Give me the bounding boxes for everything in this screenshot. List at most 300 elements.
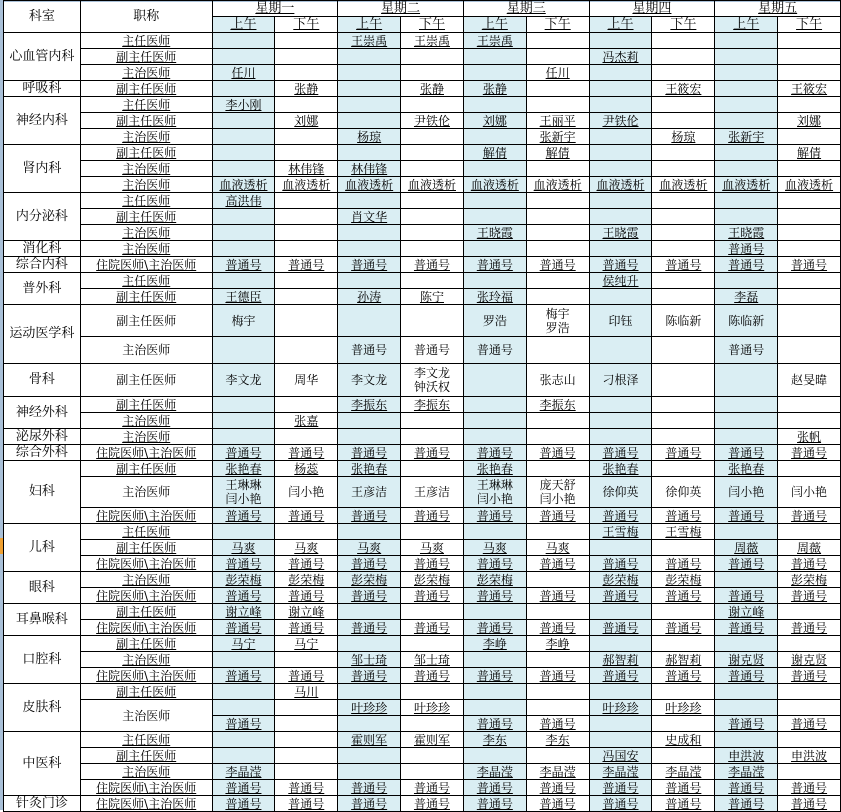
schedule-cell[interactable]: 普通号 [778, 257, 841, 273]
schedule-cell[interactable] [338, 684, 401, 700]
schedule-cell[interactable]: 普通号 [463, 556, 526, 572]
schedule-cell[interactable] [526, 429, 589, 445]
schedule-cell[interactable] [463, 161, 526, 177]
schedule-cell[interactable]: 侯纯升 [589, 273, 652, 289]
schedule-cell[interactable]: 普通号 [463, 588, 526, 604]
schedule-cell[interactable] [338, 65, 401, 81]
schedule-cell[interactable] [778, 413, 841, 429]
schedule-cell[interactable] [401, 748, 464, 764]
schedule-cell[interactable] [401, 193, 464, 209]
schedule-cell[interactable]: 普通号 [589, 257, 652, 273]
schedule-cell[interactable]: 申洪波 [715, 748, 778, 764]
schedule-cell[interactable] [526, 684, 589, 700]
schedule-cell[interactable] [463, 49, 526, 65]
schedule-cell[interactable] [715, 33, 778, 49]
schedule-cell[interactable] [652, 604, 715, 620]
schedule-cell[interactable]: 普通号 [715, 508, 778, 524]
schedule-cell[interactable]: 史成和 [652, 732, 715, 748]
schedule-cell[interactable] [778, 337, 841, 364]
schedule-cell[interactable] [715, 145, 778, 161]
schedule-cell[interactable]: 普通号 [526, 796, 589, 812]
schedule-cell[interactable]: 普通号 [715, 337, 778, 364]
schedule-cell[interactable]: 赵旻暐 [778, 364, 841, 397]
schedule-cell[interactable]: 王崇禹 [338, 33, 401, 49]
schedule-cell[interactable] [526, 604, 589, 620]
schedule-cell[interactable]: 李振东 [526, 397, 589, 413]
schedule-cell[interactable] [778, 49, 841, 65]
schedule-cell[interactable]: 普通号 [275, 780, 338, 796]
schedule-cell[interactable] [589, 604, 652, 620]
schedule-cell[interactable]: 冯杰莉 [589, 49, 652, 65]
schedule-cell[interactable]: 郝智莉 [652, 652, 715, 668]
schedule-cell[interactable] [212, 241, 275, 257]
schedule-cell[interactable]: 普通号 [715, 445, 778, 461]
schedule-cell[interactable] [652, 97, 715, 113]
schedule-cell[interactable] [652, 113, 715, 129]
schedule-cell[interactable] [715, 97, 778, 113]
schedule-cell[interactable]: 普通号 [463, 337, 526, 364]
schedule-cell[interactable] [589, 145, 652, 161]
schedule-cell[interactable]: 王彦洁 [401, 477, 464, 508]
schedule-cell[interactable] [212, 129, 275, 145]
schedule-cell[interactable]: 张艳春 [715, 461, 778, 477]
schedule-cell[interactable]: 周薇 [715, 540, 778, 556]
schedule-cell[interactable]: 申洪波 [778, 748, 841, 764]
schedule-cell[interactable] [778, 684, 841, 700]
schedule-cell[interactable]: 血液透析 [589, 177, 652, 193]
schedule-cell[interactable]: 闫小艳 [778, 477, 841, 508]
schedule-cell[interactable] [338, 81, 401, 97]
schedule-cell[interactable]: 普通号 [212, 508, 275, 524]
schedule-cell[interactable] [589, 97, 652, 113]
schedule-cell[interactable]: 尹铁伦 [401, 113, 464, 129]
schedule-cell[interactable]: 彭荣梅 [401, 572, 464, 588]
schedule-cell[interactable] [715, 524, 778, 540]
schedule-cell[interactable] [401, 764, 464, 780]
schedule-cell[interactable]: 普通号 [275, 668, 338, 684]
schedule-cell[interactable] [715, 413, 778, 429]
schedule-cell[interactable]: 普通号 [715, 556, 778, 572]
schedule-cell[interactable] [778, 397, 841, 413]
schedule-cell[interactable] [589, 397, 652, 413]
schedule-cell[interactable]: 刘娜 [778, 113, 841, 129]
schedule-cell[interactable]: 普通号 [715, 588, 778, 604]
schedule-cell[interactable] [338, 764, 401, 780]
schedule-cell[interactable]: 王崇禹 [401, 33, 464, 49]
schedule-cell[interactable] [526, 225, 589, 241]
schedule-cell[interactable]: 张艳春 [338, 461, 401, 477]
schedule-cell[interactable]: 普通号 [589, 780, 652, 796]
schedule-cell[interactable] [401, 461, 464, 477]
schedule-cell[interactable] [778, 225, 841, 241]
schedule-cell[interactable] [275, 241, 338, 257]
schedule-cell[interactable] [652, 540, 715, 556]
schedule-cell[interactable] [275, 65, 338, 81]
schedule-cell[interactable]: 李振东 [401, 397, 464, 413]
schedule-cell[interactable] [275, 209, 338, 225]
schedule-cell[interactable] [652, 397, 715, 413]
schedule-cell[interactable] [715, 65, 778, 81]
schedule-cell[interactable] [652, 636, 715, 652]
schedule-cell[interactable] [526, 161, 589, 177]
schedule-cell[interactable]: 张嘉 [275, 413, 338, 429]
schedule-cell[interactable]: 罗浩 [463, 305, 526, 337]
schedule-cell[interactable] [589, 209, 652, 225]
schedule-cell[interactable] [715, 397, 778, 413]
schedule-cell[interactable]: 血液透析 [463, 177, 526, 193]
schedule-cell[interactable] [401, 49, 464, 65]
schedule-cell[interactable]: 邹士琦 [401, 652, 464, 668]
schedule-cell[interactable] [275, 429, 338, 445]
schedule-cell[interactable] [715, 193, 778, 209]
schedule-cell[interactable]: 普通号 [212, 445, 275, 461]
schedule-cell[interactable] [275, 652, 338, 668]
schedule-cell[interactable]: 普通号 [589, 508, 652, 524]
schedule-cell[interactable]: 普通号 [526, 716, 589, 732]
schedule-cell[interactable]: 杨琼 [338, 129, 401, 145]
schedule-cell[interactable] [526, 748, 589, 764]
schedule-cell[interactable]: 普通号 [778, 445, 841, 461]
schedule-cell[interactable] [275, 305, 338, 337]
schedule-cell[interactable]: 谢立峰 [715, 604, 778, 620]
schedule-cell[interactable] [275, 748, 338, 764]
schedule-cell[interactable]: 王琳琳 闫小艳 [463, 477, 526, 508]
schedule-cell[interactable]: 普通号 [401, 337, 464, 364]
schedule-cell[interactable]: 普通号 [401, 257, 464, 273]
schedule-cell[interactable]: 血液透析 [212, 177, 275, 193]
schedule-cell[interactable]: 马爽 [463, 540, 526, 556]
schedule-cell[interactable] [401, 97, 464, 113]
schedule-cell[interactable] [652, 289, 715, 305]
schedule-cell[interactable]: 普通号 [401, 620, 464, 636]
schedule-cell[interactable]: 叶珍珍 [401, 700, 464, 716]
schedule-cell[interactable]: 普通号 [338, 508, 401, 524]
schedule-cell[interactable] [212, 748, 275, 764]
schedule-cell[interactable]: 普通号 [275, 588, 338, 604]
schedule-cell[interactable]: 彭荣梅 [589, 572, 652, 588]
schedule-cell[interactable]: 普通号 [715, 620, 778, 636]
schedule-cell[interactable]: 普通号 [778, 556, 841, 572]
schedule-cell[interactable] [652, 461, 715, 477]
schedule-cell[interactable]: 普通号 [401, 556, 464, 572]
schedule-cell[interactable]: 张艳春 [589, 461, 652, 477]
schedule-cell[interactable]: 陈临新 [652, 305, 715, 337]
schedule-cell[interactable]: 普通号 [463, 716, 526, 732]
schedule-cell[interactable] [275, 764, 338, 780]
schedule-cell[interactable] [778, 289, 841, 305]
schedule-cell[interactable] [652, 49, 715, 65]
schedule-cell[interactable]: 普通号 [652, 556, 715, 572]
schedule-cell[interactable]: 普通号 [338, 337, 401, 364]
schedule-cell[interactable] [652, 209, 715, 225]
schedule-cell[interactable]: 普通号 [275, 556, 338, 572]
schedule-cell[interactable] [652, 225, 715, 241]
schedule-cell[interactable]: 解倩 [526, 145, 589, 161]
schedule-cell[interactable] [275, 397, 338, 413]
schedule-cell[interactable] [652, 716, 715, 732]
schedule-cell[interactable]: 普通号 [778, 796, 841, 812]
schedule-cell[interactable] [401, 413, 464, 429]
schedule-cell[interactable] [212, 684, 275, 700]
schedule-cell[interactable] [212, 700, 275, 716]
schedule-cell[interactable]: 张帆 [778, 429, 841, 445]
schedule-cell[interactable]: 普通号 [589, 620, 652, 636]
schedule-cell[interactable]: 张静 [401, 81, 464, 97]
schedule-cell[interactable]: 解倩 [463, 145, 526, 161]
schedule-cell[interactable] [652, 161, 715, 177]
schedule-cell[interactable] [589, 429, 652, 445]
schedule-cell[interactable] [589, 161, 652, 177]
schedule-cell[interactable]: 李晶滢 [715, 764, 778, 780]
schedule-cell[interactable] [401, 161, 464, 177]
schedule-cell[interactable]: 普通号 [778, 508, 841, 524]
schedule-cell[interactable] [338, 49, 401, 65]
schedule-cell[interactable] [652, 65, 715, 81]
schedule-cell[interactable] [338, 273, 401, 289]
schedule-cell[interactable]: 李晶滢 [652, 764, 715, 780]
schedule-cell[interactable]: 李小刚 [212, 97, 275, 113]
schedule-cell[interactable]: 王彦洁 [338, 477, 401, 508]
schedule-cell[interactable] [652, 193, 715, 209]
schedule-cell[interactable] [526, 289, 589, 305]
schedule-cell[interactable]: 王琳琳 闫小艳 [212, 477, 275, 508]
schedule-cell[interactable] [401, 209, 464, 225]
schedule-cell[interactable]: 李晶滢 [463, 764, 526, 780]
schedule-cell[interactable] [212, 337, 275, 364]
schedule-cell[interactable]: 陈临新 [715, 305, 778, 337]
schedule-cell[interactable]: 彭荣梅 [778, 572, 841, 588]
schedule-cell[interactable]: 普通号 [589, 668, 652, 684]
schedule-cell[interactable] [463, 397, 526, 413]
schedule-cell[interactable]: 普通号 [652, 780, 715, 796]
schedule-cell[interactable]: 李东 [526, 732, 589, 748]
schedule-cell[interactable] [589, 129, 652, 145]
schedule-cell[interactable] [275, 732, 338, 748]
schedule-cell[interactable]: 普通号 [338, 780, 401, 796]
schedule-cell[interactable] [463, 273, 526, 289]
schedule-cell[interactable] [652, 241, 715, 257]
schedule-cell[interactable]: 普通号 [589, 445, 652, 461]
schedule-cell[interactable]: 杨蕊 [275, 461, 338, 477]
schedule-cell[interactable]: 谢克贤 [715, 652, 778, 668]
schedule-cell[interactable] [778, 97, 841, 113]
schedule-cell[interactable]: 霍则军 [401, 732, 464, 748]
schedule-cell[interactable]: 冯国安 [589, 748, 652, 764]
schedule-cell[interactable]: 普通号 [463, 796, 526, 812]
schedule-cell[interactable]: 谢立峰 [275, 604, 338, 620]
schedule-cell[interactable]: 王崇禹 [463, 33, 526, 49]
schedule-cell[interactable]: 普通号 [652, 620, 715, 636]
schedule-cell[interactable]: 徐仰英 [589, 477, 652, 508]
schedule-cell[interactable]: 李峥 [463, 636, 526, 652]
schedule-cell[interactable] [212, 161, 275, 177]
schedule-cell[interactable]: 普通号 [401, 445, 464, 461]
schedule-cell[interactable] [463, 129, 526, 145]
schedule-cell[interactable] [275, 145, 338, 161]
schedule-cell[interactable] [526, 413, 589, 429]
schedule-cell[interactable]: 普通号 [715, 796, 778, 812]
schedule-cell[interactable] [212, 413, 275, 429]
schedule-cell[interactable] [401, 145, 464, 161]
schedule-cell[interactable]: 任川 [212, 65, 275, 81]
schedule-cell[interactable] [212, 273, 275, 289]
schedule-cell[interactable] [526, 700, 589, 716]
schedule-cell[interactable]: 王德臣 [212, 289, 275, 305]
schedule-cell[interactable]: 普通号 [778, 588, 841, 604]
schedule-cell[interactable] [275, 337, 338, 364]
schedule-cell[interactable]: 孙涛 [338, 289, 401, 305]
schedule-cell[interactable] [401, 429, 464, 445]
schedule-cell[interactable]: 普通号 [212, 588, 275, 604]
schedule-cell[interactable] [589, 413, 652, 429]
schedule-cell[interactable]: 李晶滢 [589, 764, 652, 780]
schedule-cell[interactable]: 普通号 [463, 508, 526, 524]
schedule-cell[interactable]: 马宁 [275, 636, 338, 652]
schedule-cell[interactable] [275, 49, 338, 65]
schedule-cell[interactable]: 普通号 [463, 257, 526, 273]
schedule-cell[interactable]: 普通号 [715, 716, 778, 732]
schedule-cell[interactable]: 马爽 [526, 540, 589, 556]
schedule-cell[interactable]: 肖文华 [338, 209, 401, 225]
schedule-cell[interactable] [778, 732, 841, 748]
schedule-cell[interactable]: 普通号 [212, 556, 275, 572]
schedule-cell[interactable] [526, 209, 589, 225]
schedule-cell[interactable] [589, 81, 652, 97]
schedule-cell[interactable] [338, 636, 401, 652]
schedule-cell[interactable] [338, 193, 401, 209]
schedule-cell[interactable] [275, 716, 338, 732]
schedule-cell[interactable] [401, 225, 464, 241]
schedule-cell[interactable] [212, 33, 275, 49]
schedule-cell[interactable]: 普通号 [652, 445, 715, 461]
schedule-cell[interactable] [715, 429, 778, 445]
schedule-cell[interactable] [463, 209, 526, 225]
schedule-cell[interactable] [212, 429, 275, 445]
schedule-cell[interactable]: 普通号 [338, 796, 401, 812]
schedule-cell[interactable]: 普通号 [526, 508, 589, 524]
schedule-cell[interactable]: 普通号 [212, 796, 275, 812]
schedule-cell[interactable] [715, 700, 778, 716]
schedule-cell[interactable]: 普通号 [778, 620, 841, 636]
schedule-cell[interactable]: 普通号 [401, 588, 464, 604]
schedule-cell[interactable] [275, 33, 338, 49]
schedule-cell[interactable] [715, 273, 778, 289]
schedule-cell[interactable] [275, 97, 338, 113]
schedule-cell[interactable] [401, 129, 464, 145]
schedule-cell[interactable] [463, 241, 526, 257]
schedule-cell[interactable] [652, 684, 715, 700]
schedule-cell[interactable]: 李文龙 钟沃权 [401, 364, 464, 397]
schedule-cell[interactable] [778, 193, 841, 209]
schedule-cell[interactable] [778, 636, 841, 652]
schedule-cell[interactable]: 张艳春 [463, 461, 526, 477]
schedule-cell[interactable] [526, 81, 589, 97]
schedule-cell[interactable]: 彭荣梅 [212, 572, 275, 588]
schedule-cell[interactable]: 徐仰英 [652, 477, 715, 508]
schedule-cell[interactable]: 普通号 [401, 508, 464, 524]
schedule-cell[interactable] [338, 716, 401, 732]
schedule-cell[interactable] [212, 145, 275, 161]
schedule-cell[interactable]: 王晓霞 [589, 225, 652, 241]
schedule-cell[interactable] [652, 337, 715, 364]
schedule-cell[interactable] [778, 161, 841, 177]
schedule-cell[interactable] [212, 113, 275, 129]
schedule-cell[interactable]: 霍则军 [338, 732, 401, 748]
schedule-cell[interactable] [275, 524, 338, 540]
schedule-cell[interactable] [463, 413, 526, 429]
schedule-cell[interactable]: 普通号 [778, 780, 841, 796]
schedule-cell[interactable] [778, 273, 841, 289]
schedule-cell[interactable] [778, 461, 841, 477]
schedule-cell[interactable]: 王筱宏 [652, 81, 715, 97]
schedule-cell[interactable] [463, 429, 526, 445]
schedule-cell[interactable] [338, 241, 401, 257]
schedule-cell[interactable] [401, 636, 464, 652]
schedule-cell[interactable]: 马爽 [401, 540, 464, 556]
schedule-cell[interactable]: 李峥 [526, 636, 589, 652]
schedule-cell[interactable] [589, 337, 652, 364]
schedule-cell[interactable] [212, 49, 275, 65]
schedule-cell[interactable]: 周华 [275, 364, 338, 397]
schedule-cell[interactable]: 普通号 [652, 668, 715, 684]
schedule-cell[interactable] [401, 716, 464, 732]
schedule-cell[interactable] [212, 81, 275, 97]
schedule-cell[interactable] [715, 81, 778, 97]
schedule-cell[interactable]: 谢立峰 [212, 604, 275, 620]
schedule-cell[interactable]: 刁根泽 [589, 364, 652, 397]
schedule-cell[interactable] [401, 524, 464, 540]
schedule-cell[interactable] [275, 700, 338, 716]
schedule-cell[interactable] [778, 65, 841, 81]
schedule-cell[interactable]: 普通号 [715, 241, 778, 257]
schedule-cell[interactable]: 李文龙 [212, 364, 275, 397]
schedule-cell[interactable] [338, 413, 401, 429]
schedule-cell[interactable] [275, 289, 338, 305]
schedule-cell[interactable]: 郝智莉 [589, 652, 652, 668]
schedule-cell[interactable]: 血液透析 [652, 177, 715, 193]
schedule-cell[interactable]: 叶珍珍 [338, 700, 401, 716]
schedule-cell[interactable] [463, 684, 526, 700]
schedule-cell[interactable]: 叶珍珍 [652, 700, 715, 716]
schedule-cell[interactable]: 王晓霞 [715, 225, 778, 241]
schedule-cell[interactable]: 任川 [526, 65, 589, 81]
schedule-cell[interactable] [212, 225, 275, 241]
schedule-cell[interactable]: 普通号 [526, 780, 589, 796]
schedule-cell[interactable]: 彭荣梅 [652, 572, 715, 588]
schedule-cell[interactable] [715, 209, 778, 225]
schedule-cell[interactable]: 张静 [463, 81, 526, 97]
schedule-cell[interactable]: 普通号 [715, 780, 778, 796]
schedule-cell[interactable] [526, 33, 589, 49]
schedule-cell[interactable]: 李磊 [715, 289, 778, 305]
schedule-cell[interactable]: 血液透析 [338, 177, 401, 193]
schedule-cell[interactable] [212, 397, 275, 413]
schedule-cell[interactable]: 马爽 [338, 540, 401, 556]
schedule-cell[interactable] [275, 225, 338, 241]
schedule-cell[interactable] [401, 65, 464, 81]
schedule-cell[interactable] [715, 636, 778, 652]
schedule-cell[interactable]: 王丽平 [526, 113, 589, 129]
schedule-cell[interactable] [463, 604, 526, 620]
schedule-cell[interactable]: 普通号 [652, 508, 715, 524]
schedule-cell[interactable]: 张静 [275, 81, 338, 97]
schedule-cell[interactable] [401, 241, 464, 257]
schedule-cell[interactable] [778, 524, 841, 540]
schedule-cell[interactable]: 李文龙 [338, 364, 401, 397]
schedule-cell[interactable] [652, 748, 715, 764]
schedule-cell[interactable] [338, 524, 401, 540]
schedule-cell[interactable]: 李晶滢 [526, 764, 589, 780]
